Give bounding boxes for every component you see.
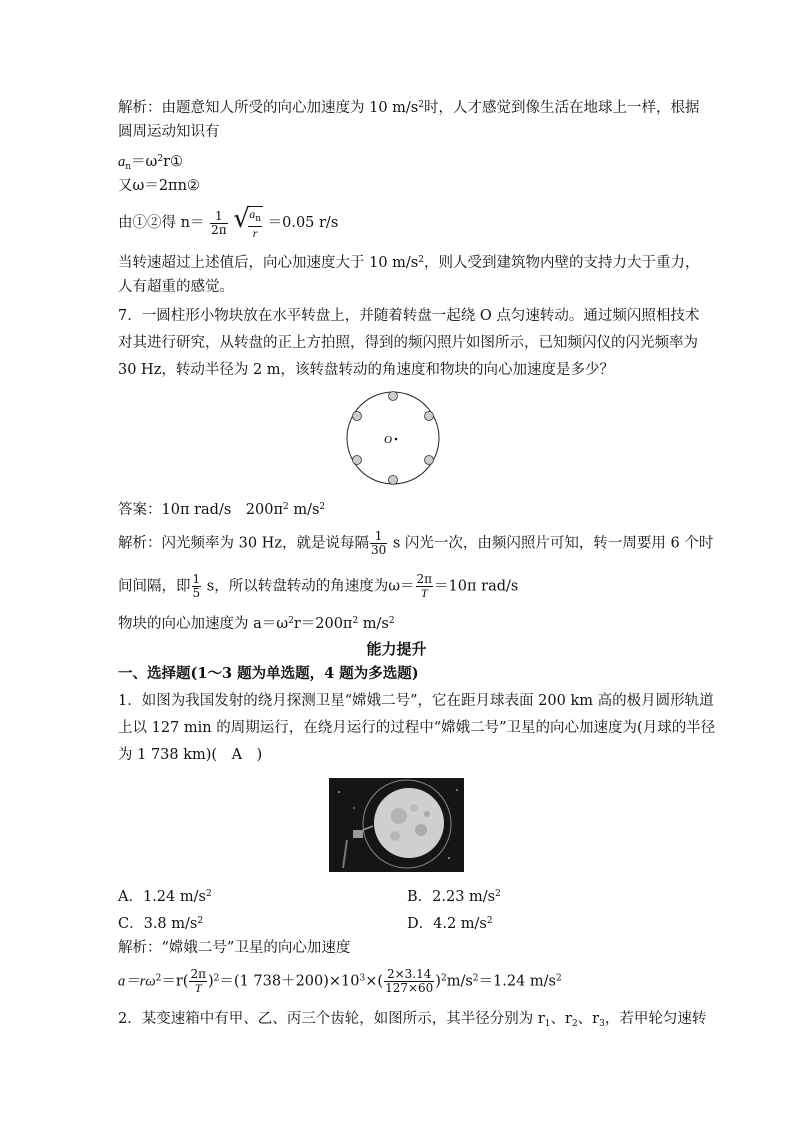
strobe-dot	[389, 392, 398, 401]
subsection-title: 一、选择题(1～3 题为单选题，4 题为多选题)	[118, 665, 419, 682]
answer-line: 答案：10π rad/s $200\pi^2$ $m/s^2$	[118, 502, 326, 518]
text-line: 解析：“嫦娥二号”卫星的向心加速度	[118, 940, 351, 956]
strobe-dot	[353, 412, 362, 421]
turntable-figure	[345, 388, 445, 488]
satellite-icon	[353, 830, 363, 838]
text-line: 对其进行研究，从转盘的正上方拍照，得到的频闪照片如图所示，已知频闪仪的闪光频率为	[118, 335, 698, 351]
text-line: 解析：由题意知人所受的向心加速度为 10 $m/s^2$时，人才感觉到像生活在地球上一样，根据	[118, 100, 700, 116]
section-title: 能力提升	[366, 640, 427, 658]
formula-line: $a_n=\omega^2r①$	[118, 154, 184, 172]
formula-line: 由①②得 n＝ $\frac{1}{2\pi}$ √ $\frac{a_n}{r}$ ＝0.05 r/s	[118, 204, 339, 240]
strobe-dot	[353, 456, 362, 465]
question-1: 1．如图为我国发射的绕月探测卫星“嫦娥二号”，它在距月球表面 200 km 高的极月圆形轨道	[118, 693, 714, 709]
text-line: 解析：闪光频率为 30 Hz，就是说每隔 $\frac{1}{30}$ s 闪光一次，由频闪照片可知，转一周要用 6 个时	[118, 529, 714, 557]
option-a: A．1.24 $m/s^2$	[118, 889, 212, 905]
text-line: 人有超重的感觉。	[118, 279, 234, 295]
center-label: O	[384, 434, 392, 446]
text-line: 圆周运动知识有	[118, 124, 220, 140]
option-d: D．4.2 $m/s^2$	[407, 916, 493, 932]
text-line: 当转速超过上述值后，向心加速度大于 10 $m/s^2$，则人受到建筑物内壁的支持力大于重力，	[118, 255, 700, 271]
option-c: C．3.8 $m/s^2$	[118, 916, 204, 932]
text-line: 上以 127 min 的周期运行，在绕月运行的过程中“嫦娥二号”卫星的向心加速度为(月球的半径	[118, 720, 716, 736]
formula-line: 又ω＝2πn②	[118, 178, 200, 194]
text-line: 为 1 738 km)( A )	[118, 747, 263, 763]
text-line: 间间隔，即 $\frac{1}{5}$ s，所以转盘转动的角速度为ω＝ $\frac{2\pi}{T}$ ＝10π rad/s	[118, 572, 519, 600]
text-line: 30 Hz，转动半径为 2 m，该转盘转动的角速度和物块的向心加速度是多少？	[118, 362, 615, 378]
strobe-dot	[389, 476, 398, 485]
option-b: B．2.23 $m/s^2$	[407, 889, 501, 905]
question-7: 7．一圆柱形小物块放在水平转盘上，并随着转盘一起绕 O 点匀速转动。通过频闪照相技术	[118, 308, 700, 324]
formula-line: $a=r\omega^2=r$( $\frac{2\pi}{T}$ )$^2$＝(1 $738+200)\times 10^3\times$( $\frac{2\times 3.14}{127\times 60}$ )$^2m/s^2=1.24$ $m/s^2$	[118, 967, 562, 995]
text-line: 物块的向心加速度为 $a=\omega^2r=200\pi^2$ $m/s^2$	[118, 616, 395, 632]
moon-satellite-photo	[329, 778, 464, 872]
strobe-dot	[425, 412, 434, 421]
sqrt: √ $\frac{a_n}{r}$	[233, 204, 261, 240]
fraction: $\frac{1}{2\pi}$	[211, 208, 227, 237]
strobe-dot	[425, 456, 434, 465]
question-2: 2．某变速箱中有甲、乙、丙三个齿轮，如图所示，其半径分别为 $r_1$、$r_2$、$r_3$，若甲轮匀速转	[118, 1011, 707, 1029]
